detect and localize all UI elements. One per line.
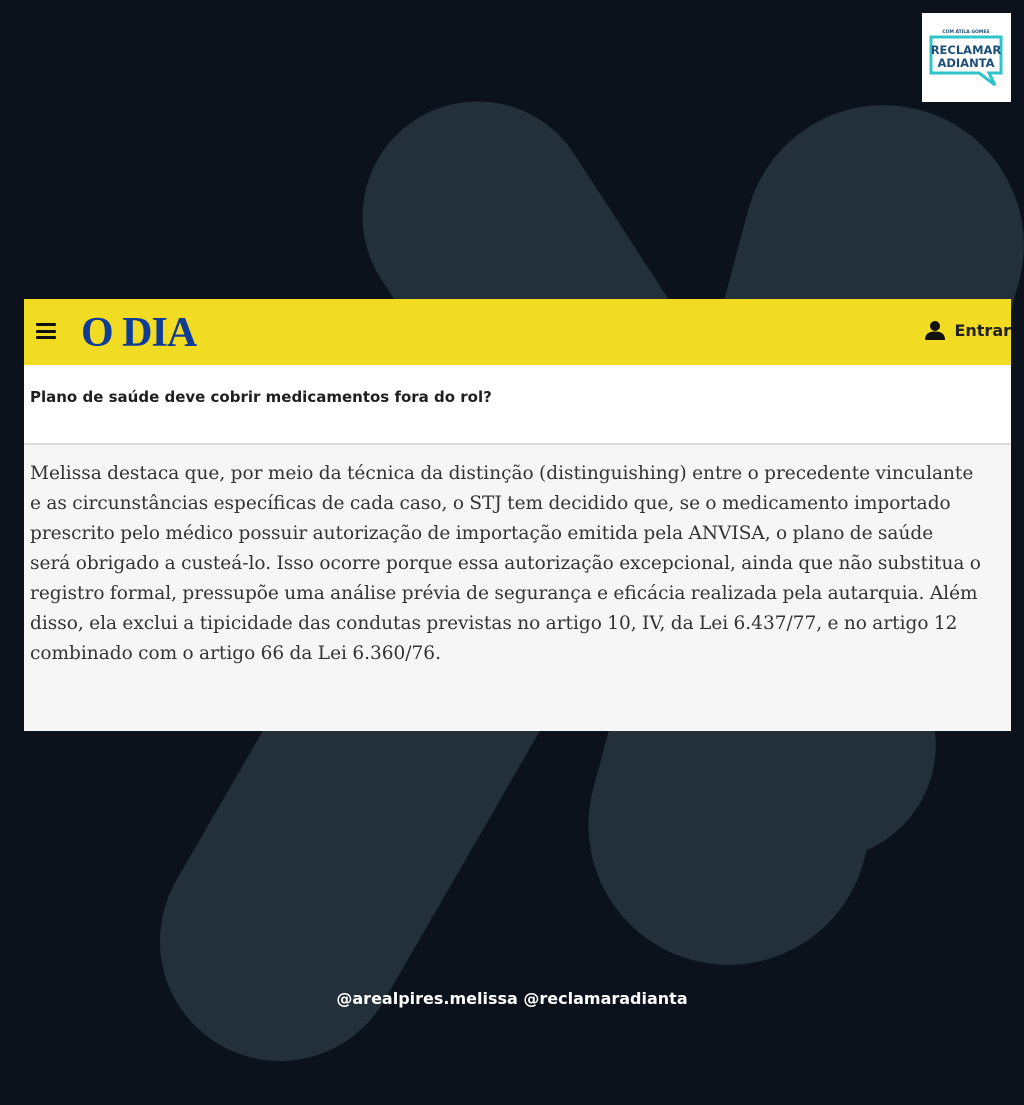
article-body: Melissa destaca que, por meio da técnica da distinção (distinguishing) entre o precedente vinculante e as circunstâncias específicas de cada caso, o STJ tem decidido que, se o medicamento importado prescrito pelo médico possuir autorização de importação emitida pela ANVISA, o plano de saúde será obrigado a custeá-lo. Isso ocorre porque essa autorização excepcional, ainda que não substitua o registro formal, pressupõe uma análise prévia de segurança e eficácia realizada pela autarquia. Além disso, ela exclui a tipicidade das condutas previstas no artigo 10, IV, da Lei 6.437/77, e no artigo 12 combinado com o artigo 66 da Lei 6.360/76. xyxy=(30,463,981,664)
social-handles: @arealpires.melissa @reclamaradianta xyxy=(336,989,688,1008)
logo-line1: RECLAMAR xyxy=(930,42,1001,57)
user-icon xyxy=(924,319,946,341)
logo-tagline: COM ÁTILA GOMES xyxy=(941,29,990,35)
hamburger-menu-icon[interactable] xyxy=(36,323,56,339)
news-screenshot-card xyxy=(24,299,1011,731)
speech-bubble-logo xyxy=(927,25,1007,91)
article-title-band xyxy=(24,365,1011,445)
article-title: Plano de saúde deve cobrir medicamentos fora do rol? xyxy=(30,388,492,406)
login-button[interactable] xyxy=(924,319,1011,341)
login-label: Entrar xyxy=(954,320,1011,340)
site-header xyxy=(24,299,1011,365)
logo-line2: ADIANTA xyxy=(936,55,995,70)
reclamar-adianta-logo xyxy=(922,13,1011,102)
site-logo[interactable]: O DIA xyxy=(81,310,197,356)
